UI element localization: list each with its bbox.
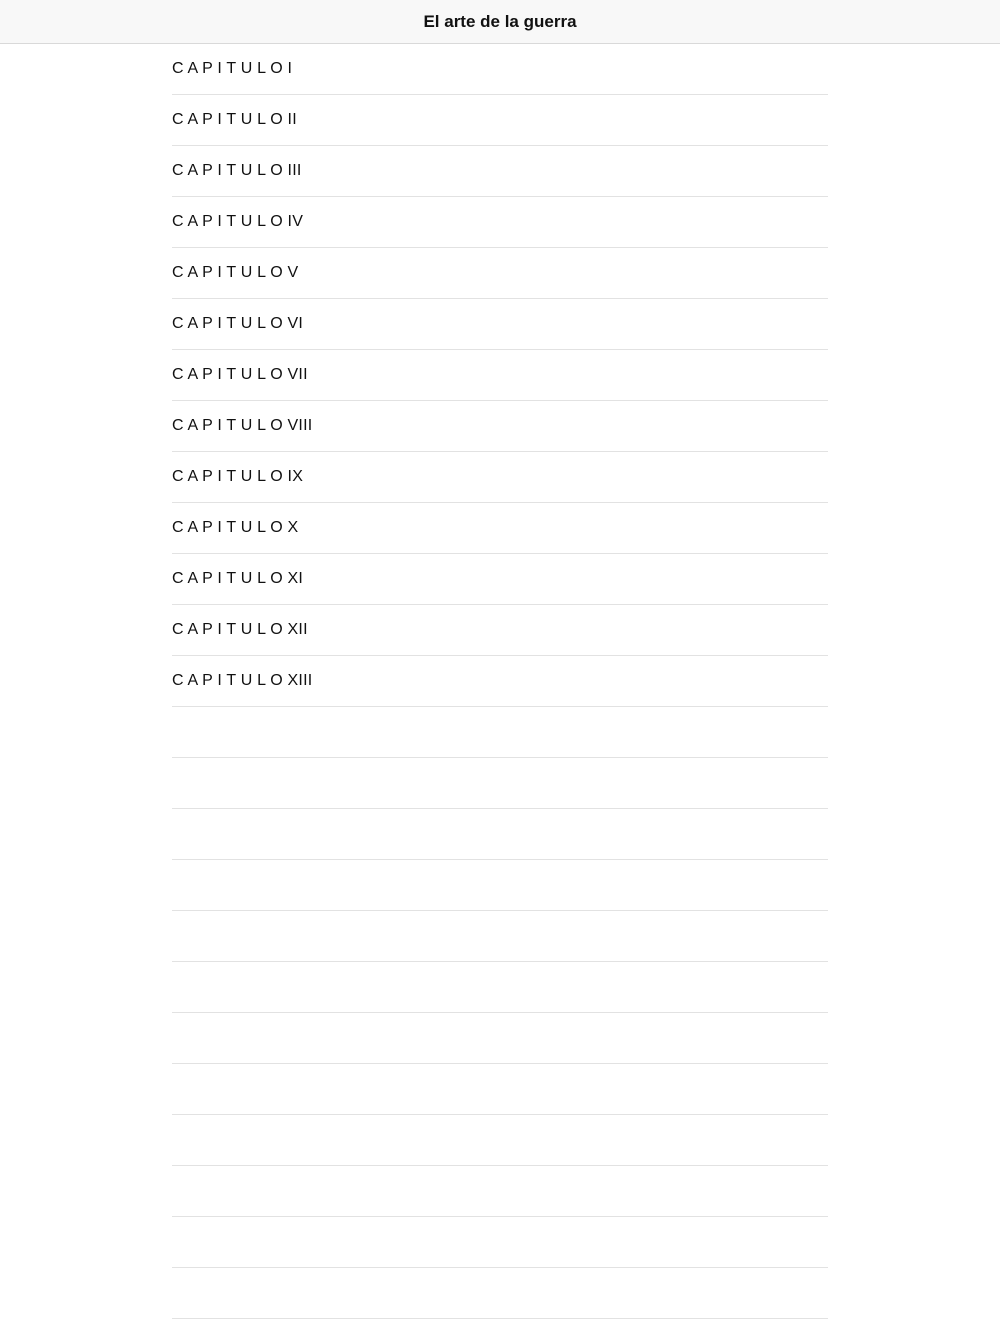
empty-row: [172, 962, 828, 1013]
chapter-row[interactable]: [172, 44, 828, 95]
empty-row: [172, 1217, 828, 1268]
chapter-list: [0, 44, 1000, 1319]
chapter-row[interactable]: [172, 656, 828, 707]
empty-row: [172, 1268, 828, 1319]
chapter-label: C A P I T U L O IX: [172, 468, 304, 485]
empty-row: [172, 1166, 828, 1217]
chapter-label: C A P I T U L O III: [172, 162, 302, 179]
chapter-label: C A P I T U L O X: [172, 519, 299, 536]
chapter-row[interactable]: [172, 452, 828, 503]
chapter-label: C A P I T U L O XII: [172, 621, 308, 638]
chapter-label: C A P I T U L O V: [172, 264, 299, 281]
navigation-bar: [0, 0, 1000, 44]
chapter-label: C A P I T U L O VII: [172, 366, 308, 383]
chapter-label: C A P I T U L O VIII: [172, 417, 313, 434]
empty-row: [172, 860, 828, 911]
empty-row: [172, 707, 828, 758]
chapter-row[interactable]: [172, 299, 828, 350]
chapter-row[interactable]: [172, 248, 828, 299]
chapter-row[interactable]: [172, 350, 828, 401]
chapter-label: C A P I T U L O XIII: [172, 672, 313, 689]
chapter-label: C A P I T U L O II: [172, 111, 297, 128]
chapter-label: C A P I T U L O VI: [172, 315, 304, 332]
chapter-label: C A P I T U L O I: [172, 60, 293, 77]
empty-row: [172, 1013, 828, 1064]
chapter-row[interactable]: [172, 197, 828, 248]
empty-row: [172, 1064, 828, 1115]
empty-row: [172, 758, 828, 809]
chapter-row[interactable]: [172, 605, 828, 656]
chapter-row[interactable]: [172, 554, 828, 605]
page-title: El arte de la guerra: [423, 11, 577, 31]
empty-row: [172, 911, 828, 962]
chapter-row[interactable]: [172, 503, 828, 554]
chapter-label: C A P I T U L O XI: [172, 570, 304, 587]
chapter-row[interactable]: [172, 401, 828, 452]
chapter-label: C A P I T U L O IV: [172, 213, 304, 230]
empty-row: [172, 1115, 828, 1166]
chapter-row[interactable]: [172, 95, 828, 146]
chapter-row[interactable]: [172, 146, 828, 197]
empty-row: [172, 809, 828, 860]
